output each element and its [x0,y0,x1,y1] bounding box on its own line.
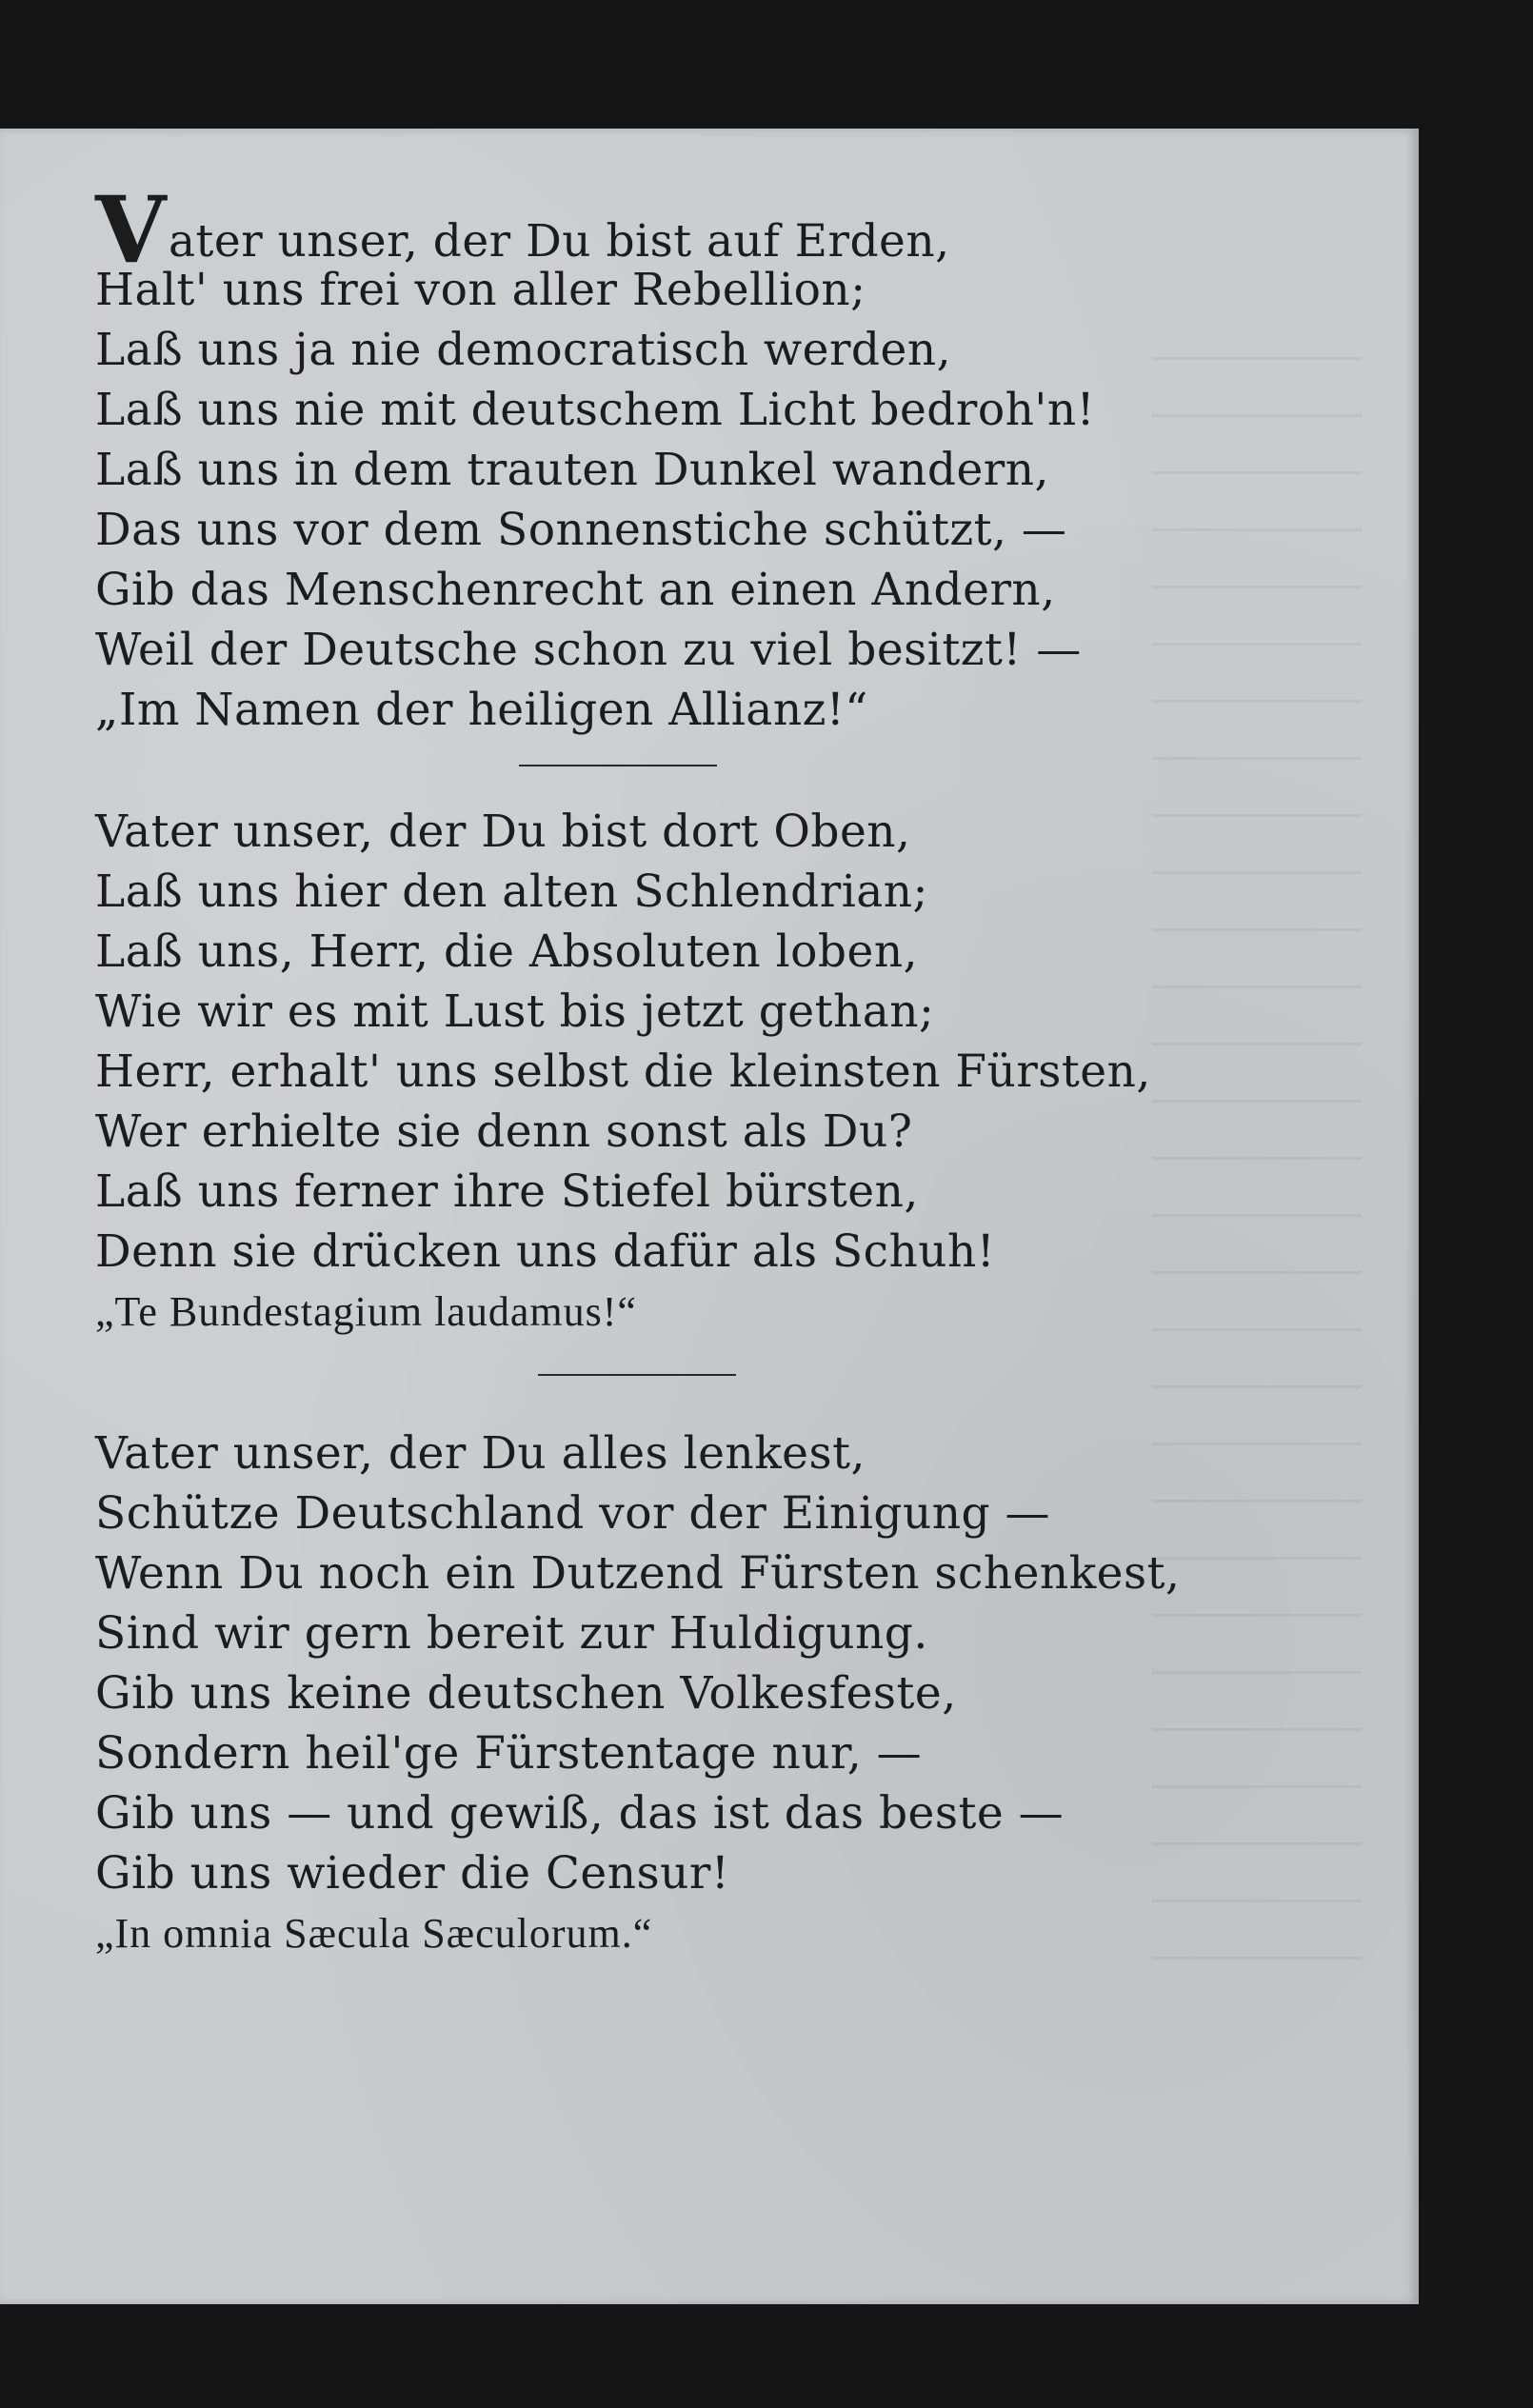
poem-line: Wer erhielte sie denn sonst als Du? [95,1105,913,1158]
poem-line: Sind wir gern bereit zur Huldigung. [95,1607,928,1660]
poem-line: Gib uns wieder die Censur! [95,1847,730,1900]
poem-line: Gib das Menschenrecht an einen Andern, [95,564,1056,616]
refrain-line: „Te Bundestagium laudamus!“ [95,1288,637,1335]
poem-line: Wenn Du noch ein Dutzend Fürsten schenkest, [95,1547,1181,1600]
refrain-line: „In omnia Sæcula Sæculorum.“ [95,1910,653,1957]
poem-line [95,176,1047,284]
stanza-3 [95,1423,1181,1963]
drop-cap: V [95,176,167,284]
poem [95,176,1181,1963]
poem-line: Wie wir es mit Lust bis jetzt gethan; [95,985,935,1038]
stanza-2 [95,802,1151,1342]
show-through-text [1152,357,1362,1976]
stanza-1 [95,176,1096,740]
poem-line: Weil der Deutsche schon zu viel besitzt! — [95,624,1082,676]
refrain-line: „Im Namen der heiligen Allianz!“ [95,684,868,736]
printed-page [0,129,1419,2304]
stanza-divider [519,765,717,766]
poem-line: Das uns vor dem Sonnenstiche schützt, — [95,504,1067,556]
poem-line: Laß uns, Herr, die Absoluten loben, [95,925,919,978]
poem-line: Vater unser, der Du bist dort Oben, [95,806,911,858]
poem-line: Laß uns in dem trauten Dunkel wandern, [95,444,1049,496]
poem-line: Sondern heil'ge Fürstentage nur, — [95,1727,923,1780]
poem-line: Laß uns ja nie democratisch werden, [95,324,952,376]
stanza-divider [538,1374,736,1376]
poem-line: Herr, erhalt' uns selbst die kleinsten Fürsten, [95,1045,1151,1098]
poem-line-text: ater unser, der Du bist auf Erden, [168,215,950,268]
poem-line: Gib uns keine deutschen Volkesfeste, [95,1667,957,1720]
poem-line: Vater unser, der Du alles lenkest, [95,1427,866,1480]
poem-line: Schütze Deutschland vor der Einigung — [95,1487,1051,1540]
poem-line: Laß uns nie mit deutschem Licht bedroh'n! [95,384,1096,436]
poem-line: Gib uns — und gewiß, das ist das beste — [95,1787,1065,1840]
poem-line: Halt' uns frei von aller Rebellion; [95,264,866,316]
poem-line: Denn sie drücken uns dafür als Schuh! [95,1225,996,1278]
poem-line: Laß uns ferner ihre Stiefel bürsten, [95,1165,919,1218]
poem-line: Laß uns hier den alten Schlendrian; [95,866,928,918]
